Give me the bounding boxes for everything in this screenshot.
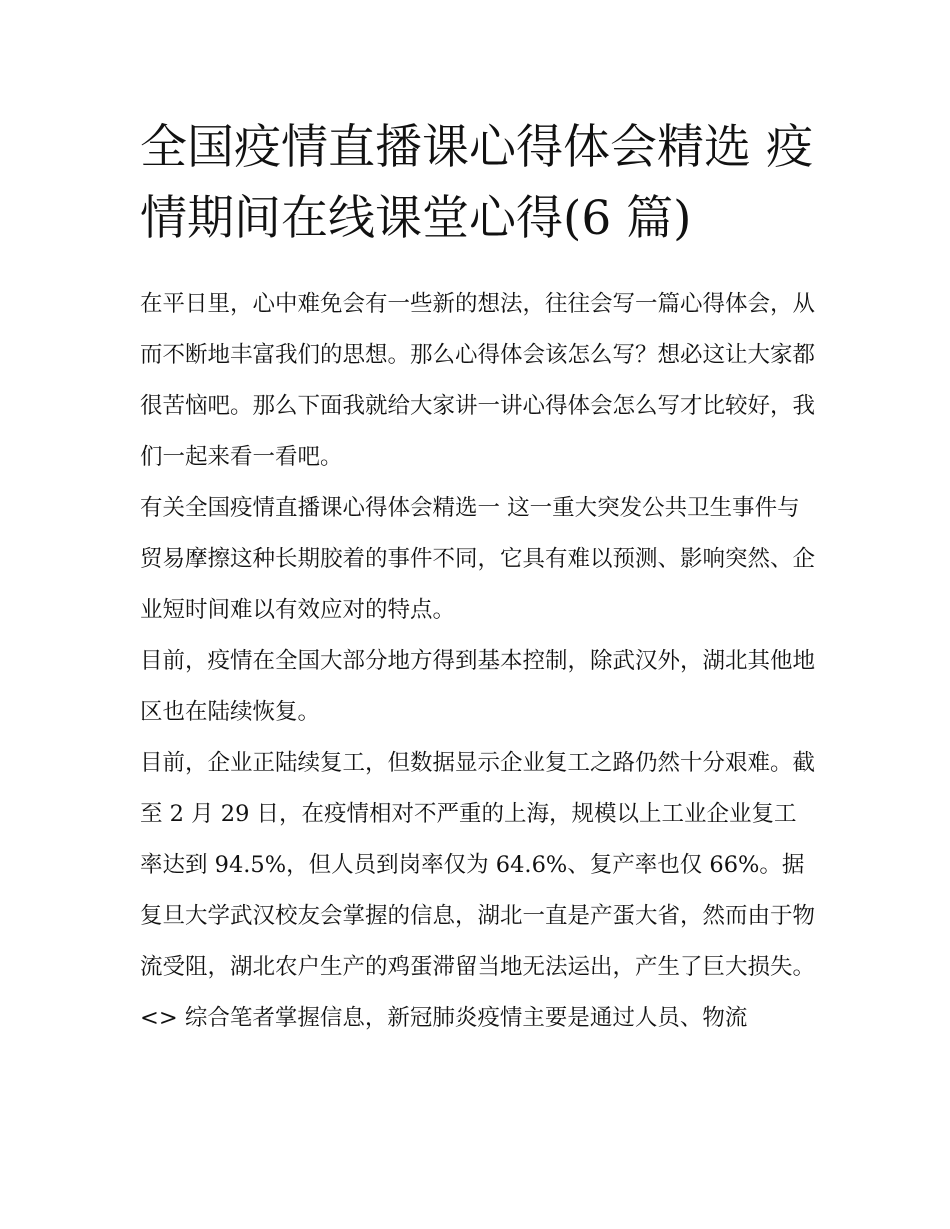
paragraph-resumption-data: 目前，企业正陆续复工，但数据显示企业复工之路仍然十分艰难。截至 2 月 29 日，在疫情相对不严重的上海，规模以上工业企业复工率达到 94.5%，但人员到岗率仅为 64.6%、复产率也仅 66%。据复旦大学武汉校友会掌握的信息，湖北一直是产蛋大省，然而由于物流受阻，湖北农户生产的鸡蛋滞留当地无法运出，产生了巨大损失。 — [140, 750, 816, 980]
paragraph-intro: 在平日里，心中难免会有一些新的想法，往往会写一篇心得体会，从而不断地丰富我们的思想。那么心得体会该怎么写？想必这让大家都很苦恼吧。那么下面我就给大家讲一讲心得体会怎么写才比较好，我们一起来看一看吧。 — [140, 291, 816, 470]
document-title: 全国疫情直播课心得体会精选 疫情期间在线课堂心得(6 篇) — [140, 120, 813, 246]
paragraph-summary: <> 综合笔者掌握信息，新冠肺炎疫情主要是通过人员、物流 — [140, 1005, 748, 1031]
paragraph-epidemic-control: 目前，疫情在全国大部分地方得到基本控制，除武汉外，湖北其他地区也在陆续恢复。 — [140, 648, 816, 725]
paragraph-section-one: 有关全国疫情直播课心得体会精选一 这一重大突发公共卫生事件与贸易摩擦这种长期胶着的事件不同，它具有难以预测、影响突然、企业短时间难以有效应对的特点。 — [140, 495, 816, 623]
document-body — [140, 279, 815, 1044]
